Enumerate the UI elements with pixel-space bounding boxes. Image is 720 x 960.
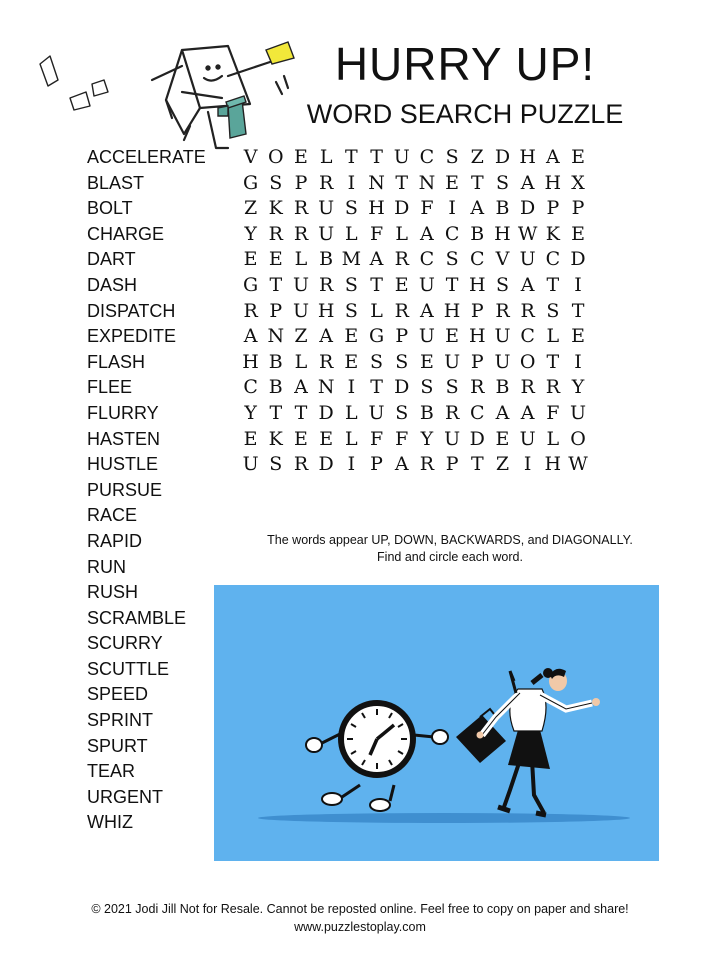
grid-letter[interactable]: Y: [571, 376, 585, 399]
grid-letter[interactable]: C: [545, 248, 561, 271]
grid-letter[interactable]: R: [268, 222, 283, 245]
grid-letter[interactable]: T: [445, 273, 459, 296]
grid-letter[interactable]: R: [470, 376, 485, 399]
grid-letter[interactable]: L: [370, 299, 383, 322]
grid-letter[interactable]: T: [395, 171, 409, 194]
word-list-item: RUN: [87, 556, 126, 577]
grid-letter[interactable]: R: [419, 453, 435, 476]
grid-letter[interactable]: Y: [244, 222, 257, 245]
grid-letter[interactable]: U: [444, 350, 461, 373]
grid-letter[interactable]: T: [571, 299, 585, 322]
grid-letter[interactable]: U: [318, 222, 335, 245]
grid-letter[interactable]: R: [319, 350, 334, 373]
grid-letter[interactable]: E: [419, 350, 434, 373]
word-list: [87, 145, 206, 836]
grid-letter[interactable]: P: [445, 453, 459, 476]
grid-letter[interactable]: A: [369, 248, 384, 271]
grid-letter[interactable]: N: [368, 171, 385, 194]
grid-letter[interactable]: E: [344, 325, 359, 348]
grid-letter[interactable]: A: [294, 376, 308, 399]
word-list-item: RUSH: [87, 582, 139, 603]
word-list-item: ACCELERATE: [87, 147, 206, 167]
grid-letter[interactable]: P: [470, 350, 484, 373]
grid-letter[interactable]: L: [546, 325, 560, 348]
grid-row: [238, 375, 591, 401]
grid-letter[interactable]: H: [468, 273, 486, 296]
grid-letter[interactable]: B: [268, 376, 283, 399]
grid-letter[interactable]: A: [243, 325, 258, 348]
grid-letter[interactable]: U: [494, 325, 511, 348]
grid-letter[interactable]: S: [420, 376, 434, 399]
page-title: HURRY UP!: [334, 38, 596, 90]
word-list-item: BLAST: [87, 172, 145, 193]
grid-letter[interactable]: H: [544, 171, 562, 194]
grid-letter[interactable]: P: [269, 299, 283, 322]
word-list-item: RAPID: [87, 530, 143, 551]
grid-letter[interactable]: U: [519, 427, 536, 450]
grid-letter[interactable]: Z: [495, 453, 510, 476]
grid-letter[interactable]: H: [368, 197, 385, 220]
grid-letter[interactable]: P: [395, 325, 409, 348]
grid-letter[interactable]: D: [318, 401, 334, 424]
grid-letter[interactable]: U: [418, 325, 435, 348]
grid-letter[interactable]: O: [267, 146, 284, 168]
word-list-item: FLEE: [87, 377, 133, 398]
website-link[interactable]: www.puzzlestoplay.com: [294, 920, 426, 934]
clock-chasing-businesswoman-illustration: [214, 585, 659, 861]
word-list-item: SPEED: [87, 684, 149, 705]
grid-letter[interactable]: E: [294, 146, 308, 168]
grid-letter[interactable]: R: [495, 299, 510, 322]
grid-letter[interactable]: W: [517, 222, 538, 245]
word-list-item: WHIZ: [87, 812, 133, 833]
grid-letter[interactable]: G: [368, 325, 385, 348]
grid-row: [238, 247, 591, 273]
grid-letter[interactable]: S: [495, 273, 509, 296]
word-list-item: SCURRY: [87, 633, 163, 654]
word-list-item: HASTEN: [87, 428, 161, 449]
page-subtitle: WORD SEARCH PUZZLE: [306, 99, 624, 129]
grid-letter[interactable]: P: [546, 197, 560, 220]
grid-letter[interactable]: D: [520, 197, 536, 220]
clock-icon: [306, 703, 448, 811]
grid-letter[interactable]: T: [269, 401, 283, 424]
word-list-item: BOLT: [87, 198, 133, 219]
grid-row: [238, 196, 591, 222]
grid-letter[interactable]: P: [571, 197, 585, 220]
grid-letter[interactable]: A: [520, 171, 535, 194]
grid-letter[interactable]: S: [445, 146, 459, 168]
grid-letter[interactable]: M: [341, 248, 362, 271]
grid-letter[interactable]: E: [268, 248, 283, 271]
grid-letter[interactable]: S: [269, 453, 283, 476]
grid-letter[interactable]: B: [495, 376, 510, 399]
instructions-line-1: The words appear UP, DOWN, BACKWARDS, and DIAGONALLY.: [267, 533, 633, 547]
grid-letter[interactable]: F: [420, 197, 434, 220]
grid-letter[interactable]: E: [445, 325, 460, 348]
grid-letter[interactable]: R: [293, 453, 309, 476]
word-list-item: TEAR: [87, 761, 136, 782]
grid-letter[interactable]: U: [393, 146, 410, 168]
grid-letter[interactable]: T: [269, 273, 283, 296]
grid-letter[interactable]: S: [344, 299, 358, 322]
word-list-item: DART: [87, 249, 136, 270]
grid-letter[interactable]: C: [243, 376, 258, 399]
grid-letter[interactable]: F: [369, 427, 384, 450]
word-list-item: EXPEDITE: [87, 326, 177, 347]
grid-letter[interactable]: P: [470, 299, 484, 322]
grid-letter[interactable]: E: [571, 325, 585, 348]
grid-letter[interactable]: L: [294, 248, 308, 271]
grid-letter[interactable]: U: [292, 299, 309, 322]
word-list-item: HUSTLE: [87, 454, 159, 475]
grid-letter[interactable]: N: [267, 325, 285, 348]
grid-letter[interactable]: B: [495, 197, 510, 220]
grid-letter[interactable]: A: [319, 325, 334, 348]
grid-letter[interactable]: S: [546, 299, 560, 322]
grid-letter[interactable]: F: [369, 222, 384, 245]
word-list-item: SPRINT: [87, 710, 154, 731]
grid-letter[interactable]: C: [419, 248, 435, 271]
grid-letter[interactable]: G: [243, 273, 259, 296]
grid-letter[interactable]: T: [370, 273, 383, 296]
grid-letter[interactable]: L: [345, 427, 358, 450]
grid-letter[interactable]: W: [568, 453, 588, 476]
grid-letter[interactable]: R: [243, 299, 258, 322]
grid-letter[interactable]: H: [242, 350, 259, 373]
grid-letter[interactable]: Z: [294, 325, 308, 348]
grid-letter[interactable]: H: [468, 325, 486, 348]
grid-letter[interactable]: E: [445, 171, 460, 194]
ground-shadow: [258, 813, 630, 823]
word-list-item: DISPATCH: [87, 300, 176, 321]
grid-letter[interactable]: A: [520, 401, 535, 424]
grid-row: [238, 145, 591, 171]
grid-row: [238, 273, 591, 299]
grid-letter[interactable]: T: [470, 171, 484, 194]
grid-letter[interactable]: I: [347, 376, 356, 399]
grid-letter[interactable]: E: [243, 427, 258, 450]
grid-letter[interactable]: A: [420, 299, 434, 322]
grid-letter[interactable]: Y: [244, 401, 257, 424]
grid-letter[interactable]: N: [317, 376, 335, 399]
grid-letter[interactable]: T: [370, 146, 383, 168]
grid-letter[interactable]: T: [546, 350, 560, 373]
grid-letter[interactable]: I: [574, 273, 582, 296]
grid-letter[interactable]: S: [344, 197, 358, 220]
grid-letter[interactable]: N: [418, 171, 436, 194]
instructions: [240, 532, 660, 566]
grid-letter[interactable]: I: [448, 197, 456, 220]
word-list-item: CHARGE: [87, 223, 165, 244]
grid-letter[interactable]: D: [394, 197, 410, 220]
grid-letter[interactable]: A: [420, 222, 434, 245]
grid-row: [238, 222, 591, 248]
grid-letter[interactable]: T: [370, 376, 383, 399]
grid-row: [238, 324, 591, 350]
grid-letter[interactable]: T: [470, 453, 484, 476]
grid-letter[interactable]: F: [395, 427, 409, 450]
grid-letter[interactable]: E: [571, 222, 585, 245]
word-list-item: SPURT: [87, 735, 148, 756]
grid-letter[interactable]: T: [345, 146, 358, 168]
grid-row: [238, 350, 591, 376]
grid-letter[interactable]: K: [545, 222, 560, 245]
instructions-line-2: Find and circle each word.: [377, 550, 523, 564]
grid-letter[interactable]: X: [571, 171, 585, 194]
grid-letter[interactable]: C: [419, 146, 435, 168]
grid-letter[interactable]: G: [243, 171, 259, 194]
word-list-item: FLURRY: [87, 402, 159, 423]
grid-letter[interactable]: U: [318, 197, 335, 220]
word-list-item: FLASH: [87, 351, 146, 372]
grid-letter[interactable]: U: [444, 427, 461, 450]
grid-letter[interactable]: L: [345, 401, 358, 424]
grid-letter[interactable]: L: [319, 146, 333, 168]
copyright-notice: © 2021 Jodi Jill Not for Resale. Cannot be reposted online. Feel free to copy on paper and share!: [91, 902, 629, 916]
grid-letter[interactable]: A: [545, 146, 560, 168]
word-list-item: SCRAMBLE: [87, 607, 187, 628]
grid-letter[interactable]: R: [545, 376, 560, 399]
grid-letter[interactable]: U: [494, 350, 511, 373]
grid-letter[interactable]: U: [242, 453, 259, 476]
word-list-item: RACE: [87, 505, 138, 526]
grid-letter[interactable]: H: [443, 299, 461, 322]
grid-letter[interactable]: V: [243, 146, 258, 168]
footer: [0, 900, 720, 936]
grid-letter[interactable]: R: [394, 248, 409, 271]
grid-letter[interactable]: Y: [420, 427, 434, 450]
grid-row: [238, 171, 591, 197]
grid-letter[interactable]: D: [494, 146, 511, 168]
grid-letter[interactable]: Z: [243, 197, 258, 220]
grid-letter[interactable]: Z: [470, 146, 484, 168]
grid-letter[interactable]: S: [344, 273, 358, 296]
grid-letter[interactable]: I: [523, 453, 532, 476]
grid-letter[interactable]: U: [368, 401, 385, 424]
grid-letter[interactable]: H: [317, 299, 335, 322]
grid-letter[interactable]: B: [319, 248, 334, 271]
grid-letter[interactable]: L: [294, 350, 308, 373]
grid-letter[interactable]: P: [294, 171, 308, 194]
word-list-item: SCUTTLE: [87, 658, 170, 679]
grid-letter[interactable]: E: [319, 427, 334, 450]
grid-letter[interactable]: S: [445, 376, 459, 399]
grid-letter[interactable]: A: [495, 401, 510, 424]
grid-letter[interactable]: O: [570, 427, 586, 450]
grid-letter[interactable]: D: [394, 376, 410, 399]
grid-letter[interactable]: L: [546, 427, 560, 450]
grid-letter[interactable]: T: [294, 401, 308, 424]
grid-letter[interactable]: R: [319, 171, 334, 194]
grid-letter[interactable]: P: [370, 453, 383, 476]
grid-letter[interactable]: S: [269, 171, 283, 194]
grid-letter[interactable]: R: [293, 222, 309, 245]
grid-letter[interactable]: K: [268, 427, 283, 450]
grid-letter[interactable]: S: [395, 350, 409, 373]
grid-letter[interactable]: R: [444, 401, 460, 424]
grid-letter[interactable]: E: [243, 248, 258, 271]
grid-letter[interactable]: I: [347, 453, 356, 476]
grid-letter[interactable]: I: [347, 171, 356, 194]
grid-row: [238, 427, 591, 453]
grid-letter[interactable]: B: [419, 401, 434, 424]
grid-letter[interactable]: L: [345, 222, 358, 245]
grid-row: [238, 299, 591, 325]
grid-letter[interactable]: H: [519, 146, 536, 168]
grid-row: [238, 401, 591, 427]
grid-letter[interactable]: D: [318, 453, 334, 476]
grid-letter[interactable]: C: [470, 248, 485, 271]
grid-row: [238, 452, 591, 478]
grid-letter[interactable]: U: [418, 273, 435, 296]
word-list-item: DASH: [87, 274, 138, 295]
grid-letter[interactable]: E: [394, 273, 409, 296]
grid-letter[interactable]: R: [520, 376, 535, 399]
grid-letter[interactable]: S: [495, 171, 509, 194]
grid-letter[interactable]: O: [519, 350, 536, 373]
grid-letter[interactable]: D: [570, 248, 586, 271]
grid-letter[interactable]: E: [294, 427, 308, 450]
running-book-character-icon: [32, 36, 302, 156]
grid-letter[interactable]: A: [470, 197, 485, 220]
grid-letter[interactable]: H: [544, 453, 562, 476]
grid-letter[interactable]: C: [520, 325, 535, 348]
grid-letter[interactable]: D: [469, 427, 485, 450]
grid-letter[interactable]: L: [395, 222, 409, 245]
grid-letter[interactable]: E: [495, 427, 510, 450]
word-list-item: URGENT: [87, 786, 163, 807]
grid-letter[interactable]: U: [570, 401, 587, 424]
grid-letter[interactable]: H: [494, 222, 511, 245]
grid-letter[interactable]: A: [394, 453, 409, 476]
grid-letter[interactable]: U: [292, 273, 309, 296]
grid-letter[interactable]: R: [394, 299, 409, 322]
grid-letter[interactable]: A: [520, 273, 535, 296]
grid-letter[interactable]: I: [574, 350, 582, 373]
grid-letter[interactable]: R: [520, 299, 535, 322]
grid-letter[interactable]: B: [470, 222, 485, 245]
grid-letter[interactable]: B: [268, 350, 283, 373]
grid-letter[interactable]: R: [319, 273, 334, 296]
grid-letter[interactable]: S: [445, 248, 459, 271]
grid-letter[interactable]: F: [546, 401, 560, 424]
grid-letter[interactable]: U: [519, 248, 536, 271]
grid-letter[interactable]: T: [546, 273, 560, 296]
grid-letter[interactable]: C: [470, 401, 485, 424]
grid-letter[interactable]: R: [293, 197, 309, 220]
word-list-item: PURSUE: [87, 479, 163, 500]
grid-letter[interactable]: E: [571, 146, 585, 168]
grid-letter[interactable]: S: [370, 350, 384, 373]
grid-letter[interactable]: S: [395, 401, 409, 424]
grid-letter[interactable]: K: [268, 197, 283, 220]
letter-grid: [238, 145, 591, 478]
grid-letter[interactable]: E: [344, 350, 359, 373]
grid-letter[interactable]: C: [444, 222, 460, 245]
grid-letter[interactable]: V: [495, 248, 510, 271]
